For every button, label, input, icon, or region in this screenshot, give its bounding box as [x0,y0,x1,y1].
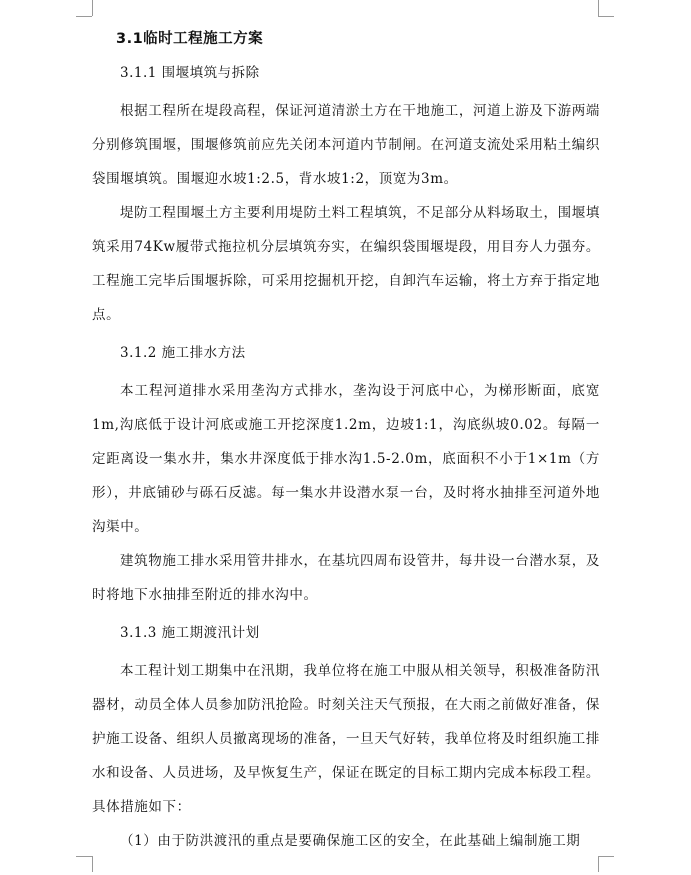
crop-mark-top-left-h [76,16,92,17]
crop-mark-bottom-right-v [598,856,599,872]
crop-mark-top-left-v [92,0,93,16]
crop-mark-top-right-v [598,0,599,16]
paragraph: （1）由于防洪渡汛的重点是要确保施工区的安全，在此基础上编制施工期 [120,833,581,849]
subsection-heading-3-1-2: 3.1.2 施工排水方法 [120,345,246,361]
crop-mark-bottom-left-v [92,856,93,872]
document-body [92,28,600,858]
subsection-heading-3-1-1: 3.1.1 围堰填筑与拆除 [120,65,260,81]
paragraph: 堤防工程围堰土方主要利用堤防土料工程填筑，不足部分从料场取土，围堰填筑采用74Kw履带式拖拉机分层填筑夯实，在编织袋围堰堤段，用目夯人力强夯。工程施工完毕后围堰拆除，可采用挖掘机开挖，自卸汽车运输，将土方弃于指定地点。 [92,205,600,323]
crop-mark-bottom-left-h [76,856,92,857]
paragraph: 本工程计划工期集中在汛期，我单位将在施工中服从相关领导，积极准备防汛器材，动员全体人员参加防汛抢险。时刻关注天气预报，在大雨之前做好准备，保护施工设备、组织人员撤离现场的准备，一旦天气好转，我单位将及时组织施工排水和设备、人员进场，及早恢复生产，保证在既定的目标工期内完成本标段工程。具体措施如下： [92,663,600,815]
paragraph: 建筑物施工排水采用管井排水，在基坑四周布设管井，每井设一台潜水泵，及时将地下水抽排至附近的排水沟中。 [92,553,600,603]
paragraph: 本工程河道排水采用垄沟方式排水，垄沟设于河底中心，为梯形断面，底宽1m,沟底低于设计河底或施工开挖深度1.2m，边坡1:1，沟底纵坡0.02。每隔一定距离设一集水井，集水井深度低于排水沟1.5-2.0m，底面积不小于1×1m（方形），井底铺砂与砾石反滤。每一集水井设潜水泵一台，及时将水抽排至河道外地沟渠中。 [92,383,600,535]
section-title: 3.1临时工程施工方案 [116,31,264,47]
subsection-heading-3-1-3: 3.1.3 施工期渡汛计划 [120,625,260,641]
crop-mark-top-right-h [598,16,614,17]
crop-mark-bottom-right-h [598,856,614,857]
paragraph: 根据工程所在堤段高程，保证河道清淤土方在干地施工，河道上游及下游两端分别修筑围堰，围堰修筑前应先关闭本河道内节制闸。在河道支流处采用粘土编织袋围堰填筑。围堰迎水坡1:2.5，背水坡1:2，顶宽为3m。 [92,103,600,187]
